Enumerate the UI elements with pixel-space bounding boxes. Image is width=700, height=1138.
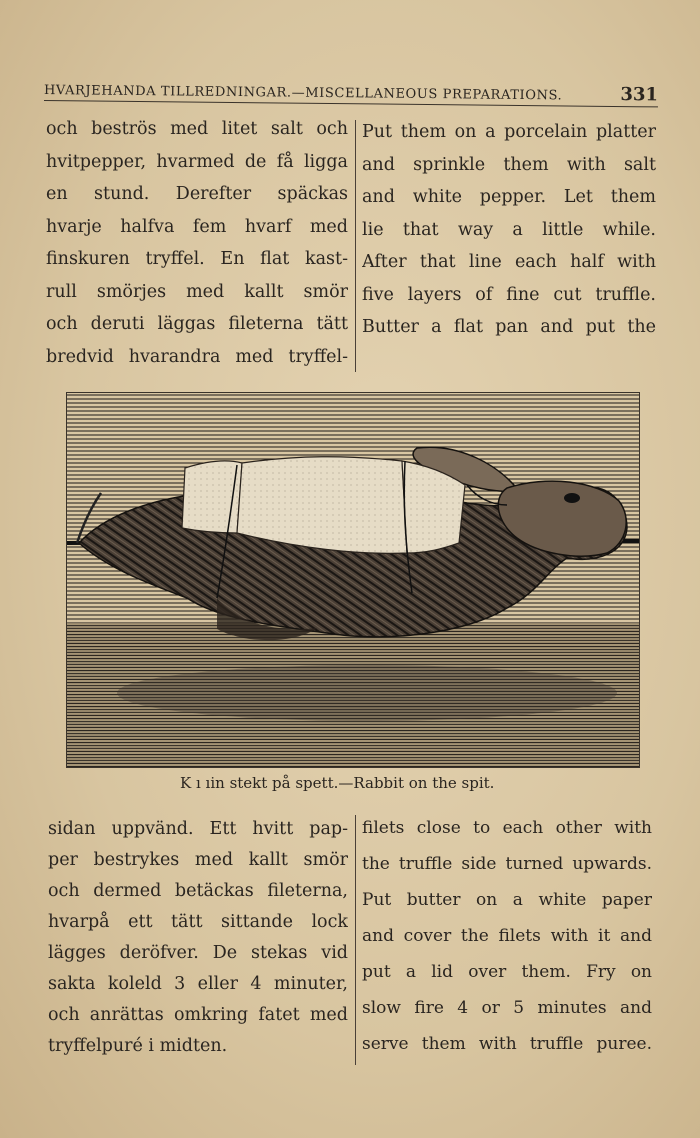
text-line: slow fire 4 or 5 minutes and [362, 998, 652, 1018]
text-line: Butter a flat pan and put the [362, 317, 656, 337]
text-line: filets close to each other with [362, 818, 652, 838]
column-divider [355, 120, 356, 372]
text-line: Put butter on a white paper [362, 890, 652, 910]
text-line: and white pepper. Let them [362, 187, 656, 207]
rabbit-on-spit-engraving [67, 393, 639, 767]
text-line: bredvid hvarandra med tryffel- [46, 346, 348, 367]
text-line: five layers of fine cut truffle. [362, 284, 656, 305]
swedish-column-top [46, 113, 348, 373]
text-line: sidan uppvänd. Ett hvitt pap- [48, 819, 348, 839]
text-line: and sprinkle them with salt [362, 154, 656, 175]
swedish-column-bottom [48, 814, 348, 1062]
english-column-top [362, 116, 656, 344]
text-line: sakta koleld 3 eller 4 minuter, [48, 974, 348, 994]
text-line: put a lid over them. Fry on [362, 962, 652, 982]
text-line: hvarpå ett tätt sittande lock [48, 912, 348, 932]
english-column-bottom [362, 810, 652, 1062]
text-line: per bestrykes med kallt smör [48, 850, 348, 870]
paper-wrap [237, 457, 407, 554]
text-line: och beströs med litet salt och [46, 119, 348, 139]
text-line: lie that way a little while. [362, 219, 656, 240]
page-number: 331 [620, 84, 659, 106]
running-title: HVARJEHANDA TILLREDNINGAR.—MISCELLANEOUS PREPARATIONS. [43, 83, 563, 104]
text-line: serve them with truffle puree. [362, 1034, 652, 1054]
text-line: och deruti läggas fileterna tätt [46, 314, 348, 334]
text-line: hvitpepper, hvarmed de få ligga [46, 151, 348, 172]
column-divider [355, 815, 356, 1065]
text-line: hvarje halfva fem hvarf med [46, 216, 348, 237]
rabbit-illustration [66, 392, 640, 768]
text-line: and cover the filets with it and [362, 926, 652, 946]
text-line: rull smörjes med kallt smör [46, 281, 348, 302]
text-line: tryffelpuré i midten. [48, 1036, 228, 1056]
text-line: och dermed betäckas fileterna, [48, 881, 348, 901]
text-line: After that line each half with [362, 252, 656, 272]
illustration-caption: K ı ıin stekt på spett.—Rabbit on the spit. [180, 774, 495, 792]
text-line: lägges deröfver. De stekas vid [48, 943, 348, 963]
text-line: finskuren tryffel. En flat kast- [46, 249, 348, 269]
text-line: Put them on a porcelain platter [362, 122, 656, 142]
text-line: en stund. Derefter späckas [46, 184, 348, 204]
text-line: och anrättas omkring fatet med [48, 1005, 348, 1025]
text-line: the truffle side turned upwards. [362, 854, 652, 874]
